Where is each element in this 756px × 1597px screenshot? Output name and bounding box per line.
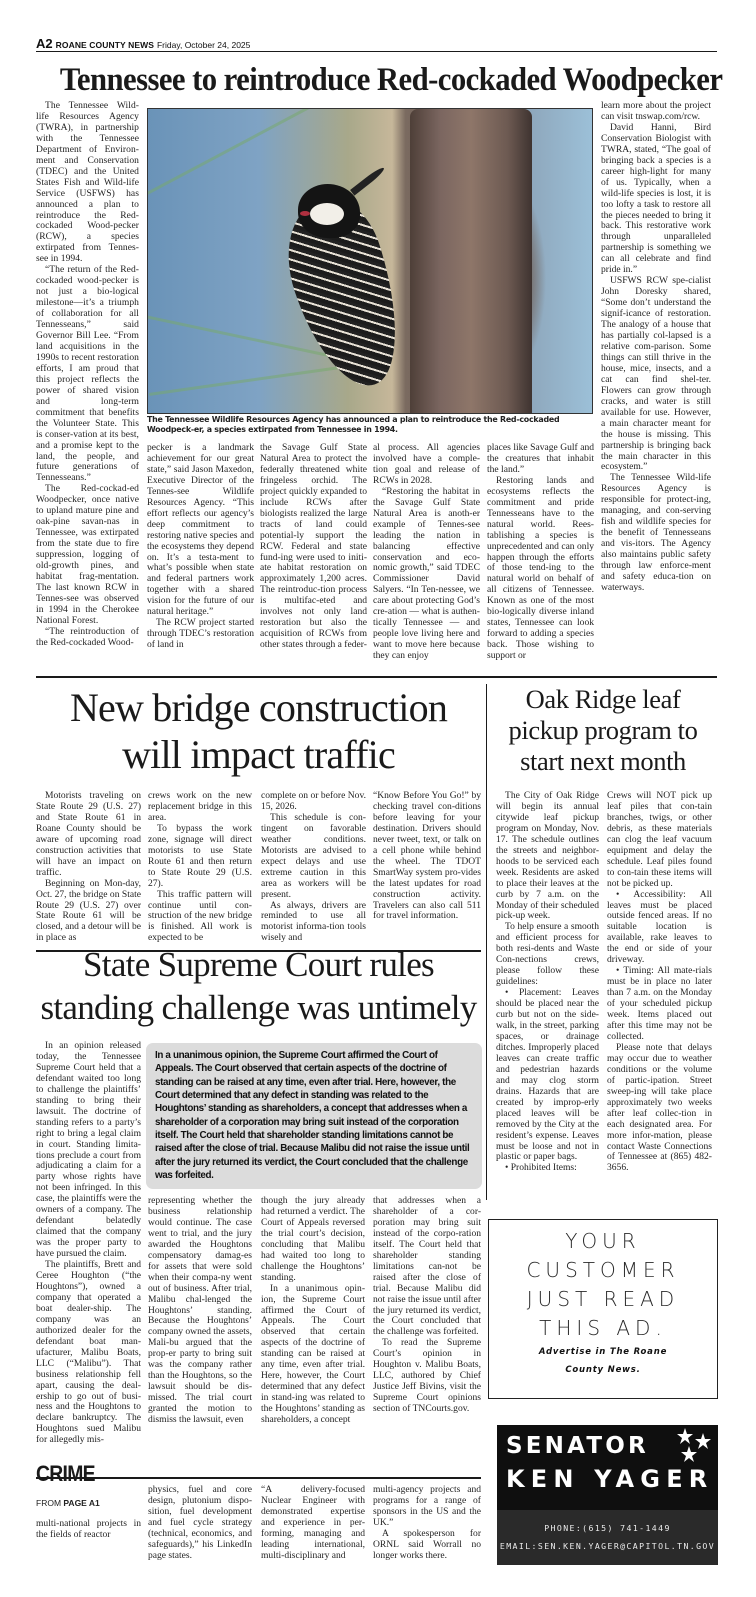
bridge-col-2 [148, 791, 252, 944]
court-col-2 [148, 1196, 252, 1426]
crime-section-label: CRIME [36, 1461, 95, 1486]
paragraph: David Hanni, Bird Conservation Biologist with TWRA, stated, “The goal of bringing back a species is a career high-light for many of us. Typically, when a wild-life species is lost, it is too lofty a task to restore all the pieces needed to bring it back. This restorative work through unparalleled partnership is something we can all celebrate and find pride in.” [601, 121, 711, 276]
paragraph: The Tennessee Wild-life Resources Agency is responsible for protect-ing, managing, and con-serving fish and wildlife species for the benefit of Tennesseans and vis-itors. The Agency also maintains public safety through law enforce-ment and safety educa-tion on waterways. [601, 472, 711, 593]
crime-col-4 [373, 1485, 481, 1562]
paragraph: “Know Before You Go!” by checking travel con-ditions before leaving for your destination. Drivers should never tweet, text, or talk on a cell phone while behind the wheel. The TDOT SmartWay system pro-vides the latest updates for road construction activity. Travelers can also call 511 for travel information. [373, 790, 481, 922]
paragraph: The plaintiffs, Brett and Ceree Houghton (“the Houghtons”), owned a company that operated a boat dealer-ship. The company was an authorized dealer for the defendant boat man-ufacturer, Malibu Boats, LLC (“Malibu”). That business relationship fell apart, causing the deal-ership to go out of busi-ness and the Houghtons to declare bankruptcy. The Houghtons sued Malibu for allegedly mis- [36, 1259, 141, 1446]
court-headline: State Supreme Court rules standing challenge was untimely [40, 945, 477, 1027]
ad-line: JUST READ [526, 1287, 680, 1311]
ad-name: KEN YAGER [506, 1465, 714, 1493]
paragraph: As always, drivers are reminded to use all motorist informa-tion tools wisely and [261, 899, 366, 944]
crime-col-3 [261, 1485, 365, 1562]
paragraph: • Accessibility: All leaves must be placed outside fenced areas. If no suitable location is available, rake leaves to the end or side of your driveway. [607, 888, 712, 966]
paragraph: Restoring lands and ecosystems reflects the commitment and pride Tennesseans have to the natural world. Rees-tablishing a species is unprecedented and can only happen through the efforts of those tend-ing to the natural world on behalf of all citizens of Tennessee. Known as one of the most bio-logically diverse inland states, Tennessee can look forward to adding a species back. Those wishing to support or [487, 474, 594, 662]
paragraph: though the jury already had returned a verdict. The Court of Appeals reversed the trial court’s decision, concluding that Malibu had waited too long to challenge the Houghtons’ standing. [261, 1195, 365, 1283]
paragraph: Crews will NOT pick up leaf piles that con-tain branches, twigs, or other debris, as these materials can clog the leaf vacuum equipment and delay the schedule. Leaf piles found to con-tain these items will not be picked up. [607, 790, 712, 889]
ad-phone[interactable]: PHONE:(615) 741-1449 [544, 1523, 671, 1533]
crime-col-2 [148, 1485, 252, 1562]
section-rule [36, 1477, 481, 1479]
paper-name: ROANE COUNTY NEWS [55, 40, 154, 50]
ad-tagline: Advertise in The Roane [538, 1347, 668, 1357]
woodpecker-col-3 [260, 443, 367, 651]
paragraph: • Placement: Leaves should be placed near the curb but not on the side-walk, in the street, parking spaces, or drainage ditches. Improperly placed leaves can create traffic and pedestrian hazards and may clog storm drains. Hazards that are created by improp-erly placed leaves will be removed by the City at the resident’s expense. Leaves must be loose and not in plastic or paper bags. [496, 987, 599, 1163]
ad-email[interactable]: EMAIL:SEN.KEN.YAGER@CAPITOL.TN.GOV [499, 1541, 716, 1551]
woodpecker-col-4 [373, 443, 480, 662]
folio-line [36, 37, 717, 51]
paragraph: places like Savage Gulf and the creatures that inhabit the land.” [487, 442, 594, 475]
paragraph: “A delivery-focused Nuclear Engineer with demonstrated expertise and experience in per-forming, managing and leading international, multi-disciplinary and [261, 1484, 365, 1561]
paragraph: “The reintroduction of the Red-cockaded Wood- [36, 625, 139, 648]
woodpecker-col-1 [36, 101, 139, 649]
paragraph: multi-agency projects and programs for a range of sponsors in the US and the UK.” [373, 1484, 481, 1528]
paragraph: This schedule is con-tingent on favorable weather conditions. Motorists are advised to expect delays and use extreme caution in this area as workers will be present. [261, 811, 366, 900]
ad-line: CUSTOMER [526, 1258, 680, 1282]
woodpecker-col-2 [147, 443, 254, 651]
ad-contact-bar [497, 1510, 718, 1565]
folio-rule [36, 51, 717, 52]
court-col-3 [261, 1196, 365, 1426]
crime-col-1 [36, 1519, 141, 1541]
woodpecker-col-6 [601, 101, 711, 594]
paragraph: USFWS RCW spe-cialist John Doresky shared, “Some don’t understand the signif-icance of restoration. The analogy of a house that has partially col-lapsed is a relative com-parison. Some things can still thrive in the house, mice, insects, and a cat can find shel-ter. Flowers can grow through cracks, and water is still available for use. However, a main character meant for the house is missing. This partnership is bringing back the main character in this ecosystem.” [601, 275, 711, 473]
paragraph: Please note that delays may occur due to weather conditions or the volume of partic-ipation. Street sweep-ing will take place approximately two weeks after leaf collec-tion in each designated area. For more infor-mation, please contact Waste Connections of Tennessee at (865) 482-3656. [607, 1041, 712, 1174]
paragraph: • Timing: All mate-rials must be in place no later than 7 a.m. on the Monday of your scheduled pickup week. Items placed out after this time may not be collected. [607, 965, 712, 1042]
paragraph: Beginning on Mon-day, Oct. 27, the bridge on State Route 29 (U.S. 27) over State Route 61 will be closed, and a detour will be in place as [36, 877, 141, 944]
court-col-4 [373, 1196, 481, 1415]
jump-from-line: FROM PAGE A1 [36, 1498, 100, 1508]
bridge-col-1 [36, 791, 141, 944]
bird-beak [350, 165, 386, 195]
tri-star-icon [672, 1427, 714, 1469]
paragraph: “Restoring the habitat in the Savage Gulf State Natural Area is anoth-er example of Tennes-see leading the nation in balancing effective conservation and eco-nomic growth,” said TDEC Commissioner David Salyers. “In Ten-nessee, we care about protecting God’s cre-ation — what is authen-tically Tennessee — and people love living here and want to move here because they can enjoy [373, 485, 480, 662]
issue-date: Friday, October 24, 2025 [156, 40, 251, 50]
paragraph: A spokesperson for ORNL said Worrall no longer works there. [373, 1527, 481, 1561]
woodpecker-photo [147, 108, 593, 414]
tree-trunk [410, 109, 532, 414]
paragraph: the Savage Gulf State Natural Area to protect the federally threatened white fringeless orchid. The project quickly expanded to include RCWs after biologists realized the large tracts of land could potential-ly support the RCW. Federal and state fund-ing were used to initi-ate habitat restoration on approximately 1,200 acres. The reintroduc-tion process is multifac-eted and involves not only land restoration but also the acquisition of RCWs from other states through a feder- [260, 442, 367, 651]
jump-from-page-link[interactable]: PAGE A1 [63, 1498, 100, 1508]
paragraph: To read the Supreme Court’s opinion in Houghton v. Malibu Boats, LLC, authored by Chief Justice Jeff Bivins, visit the Supreme Court opinions section of TNCourts.gov. [373, 1337, 481, 1415]
paragraph: In an opinion released today, the Tennessee Supreme Court held that a defendant waited too long to challenge the plaintiffs’ standing to bring their lawsuit. The doctrine of standing refers to a party’s right to bring a legal claim in court. Standing limita-tions preclude a court from adjudicating a claim for a party whose rights have not been infringed. In this case, the plaintiffs were the owners of a company. The defendant belatedly claimed that the company was the proper party to have pursued the claim. [36, 1040, 141, 1260]
woodpecker-headline: Tennessee to reintroduce Red-cockaded Woodpecker [59, 62, 723, 98]
paragraph: This traffic pattern will continue until con-struction of the new bridge is finished. All work is expected to be [148, 888, 252, 944]
ad-line: YOUR [565, 1229, 641, 1253]
paragraph: Motorists traveling on State Route 29 (U.S. 27) and State Route 61 in Roane County should be aware of upcoming road construction activities that will have an impact on traffic. [36, 790, 141, 878]
oak-ridge-col-2 [607, 791, 712, 1174]
ad-tagline: County News. [565, 1365, 641, 1375]
paragraph: The RCW project started through TDEC’s restoration of land in [147, 617, 254, 651]
paragraph: representing whether the business relationship would continue. The case went to trial, and the jury awarded the Houghtons compensatory damag-es for assets that were sold when their compa-ny went out of business. After trial, Malibu chal-lenged the Houghtons’ standing. Because the Houghtons’ company owned the assets, Mali-bu argued that the prop-er party to bring suit was the company rather than the Houghtons, so the lawsuit should be dis-missed. The trial court granted the motion to dismiss the lawsuit, even [148, 1195, 252, 1426]
paragraph: learn more about the project can visit tnswap.com/rcw. [601, 100, 711, 122]
paragraph: multi-national projects in the fields of reactor [36, 1518, 141, 1540]
paragraph: To bypass the work zone, signage will direct motorists to use State Route 61 and then return to State Route 29 (U.S. 27). [148, 822, 252, 889]
paragraph: The City of Oak Ridge will begin its annual citywide leaf pickup program on Monday, Nov. 17. The schedule outlines the streets and neighbor-hoods to be serviced each week. Residents are asked to place their leaves at the curb by 7 a.m. on the Monday of their scheduled pick-up week. [496, 790, 599, 922]
paragraph: The Tennessee Wild-life Resources Agency (TWRA), in partnership with the Tennessee Department of Environ-ment and Conservation (TDEC) and the United States Fish and Wild-life Service (USFWS) has announced a plan to reintroduce the Red-cockaded Wood-pecker (RCW), a species extirpated from Tennes-see in 1994. [36, 100, 139, 265]
pull-quote: In a unanimous opinion, the Supreme Court affirmed the Court of Appeals. The Court observed that certain aspects of the doctrine of standing can be raised at any time, even after trial. Here, however, the Court determined that any defect in standing was related to the Houghtons’ standing as shareholders, a concept that addresses when a shareholder of a corporation may bring suit instead of the corporation itself. The Court held that shareholder standing limitations cannot be raised after the close of trial. Because Malibu did not raise the issue until after the jury returned its verdict, the Court concluded that the challenge was forfeited. [146, 1043, 482, 1189]
senator-ad[interactable] [497, 1425, 718, 1565]
paragraph: crews work on the new replacement bridge in this area. [148, 790, 252, 823]
bridge-headline: New bridge construction will impact traffic [69, 685, 448, 777]
paragraph: complete on or before Nov. 15, 2026. [261, 790, 366, 812]
paragraph: al process. All agencies involved have a comple-tion goal and release of RCWs in 2028. [373, 442, 480, 486]
woodpecker-col-5 [487, 443, 594, 662]
bridge-col-3 [261, 791, 366, 944]
photo-caption: The Tennessee Wildlife Resources Agency has announced a plan to reintroduce the Red-cockaded Woodpeck-er, a species extirpated from Tennessee in 1994. [147, 415, 560, 435]
section-rule [36, 676, 717, 678]
paragraph: physics, fuel and core design, plutonium dispo-sition, fuel development and fuel cycle strategy (technical, economics, and safeguards),” his LinkedIn page states. [148, 1484, 252, 1561]
paragraph: that addresses when a shareholder of a cor-poration may bring suit instead of the corpo-ration itself. The Court held that shareholder standing limitations can-not be raised after the close of trial. Because Malibu did not raise the issue until after the jury returned its verdict, the Court concluded that the challenge was forfeited. [373, 1195, 481, 1338]
oak-ridge-col-1 [496, 791, 599, 1174]
paragraph: “The return of the Red-cockaded wood-pecker is not just a bio-logical milestone—it’s a triumph of collaboration for all Tennesseans,” said Governor Bill Lee. “From land acquisitions in the 1990s to recent restoration efforts, I am proud that this project reflects the power of shared vision and long-term commitment that benefits the Volunteer State. This is conser-vation at its best, and a promise kept to the land, the people, and future generations of Tennesseans.” [36, 264, 139, 484]
paragraph: The Red-cockad-ed Woodpecker, once native to upland mature pine and oak-pine savan-nas in Tennessee, was extirpated from the state due to fire suppression, logging of old-growth pines, and habitat frag-mentation. The last known RCW in Tennes-see was observed in 1994 in the Cherokee National Forest. [36, 483, 139, 626]
column-divider [486, 684, 487, 1200]
bridge-col-4 [373, 791, 481, 922]
paragraph: To help ensure a smooth and efficient process for both resi-dents and Waste Con-nections crews, please follow these guidelines: [496, 921, 599, 988]
ad-line: THIS AD. [539, 1316, 667, 1340]
house-ad[interactable] [488, 1219, 718, 1399]
ad-title: SENATOR [506, 1433, 649, 1459]
court-col-1 [36, 1041, 141, 1446]
page-number: A2 [36, 36, 53, 51]
paragraph: • Prohibited Items: [505, 1162, 577, 1174]
paragraph: pecker is a landmark achievement for our great state,” said Jason Maxedon, Executive Director of the Tennes-see Wildlife Resources Agency. “This effort reflects our agency’s deep commitment to restoring native species and the ecosystems they depend on. It’s a testa-ment to what’s possible when state and federal partners work together with a shared vision for the future of our natural heritage.” [147, 442, 254, 618]
oak-ridge-headline: Oak Ridge leaf pickup program to start next month [508, 684, 698, 776]
paragraph: In a unanimous opin-ion, the Supreme Court affirmed the Court of Appeals. The Court observed that certain aspects of the doctrine of standing can be raised at any time, even after trial. Here, however, the Court determined that any defect in stand-ing was related to the Houghtons’ standing as shareholders, a concept [261, 1282, 365, 1426]
